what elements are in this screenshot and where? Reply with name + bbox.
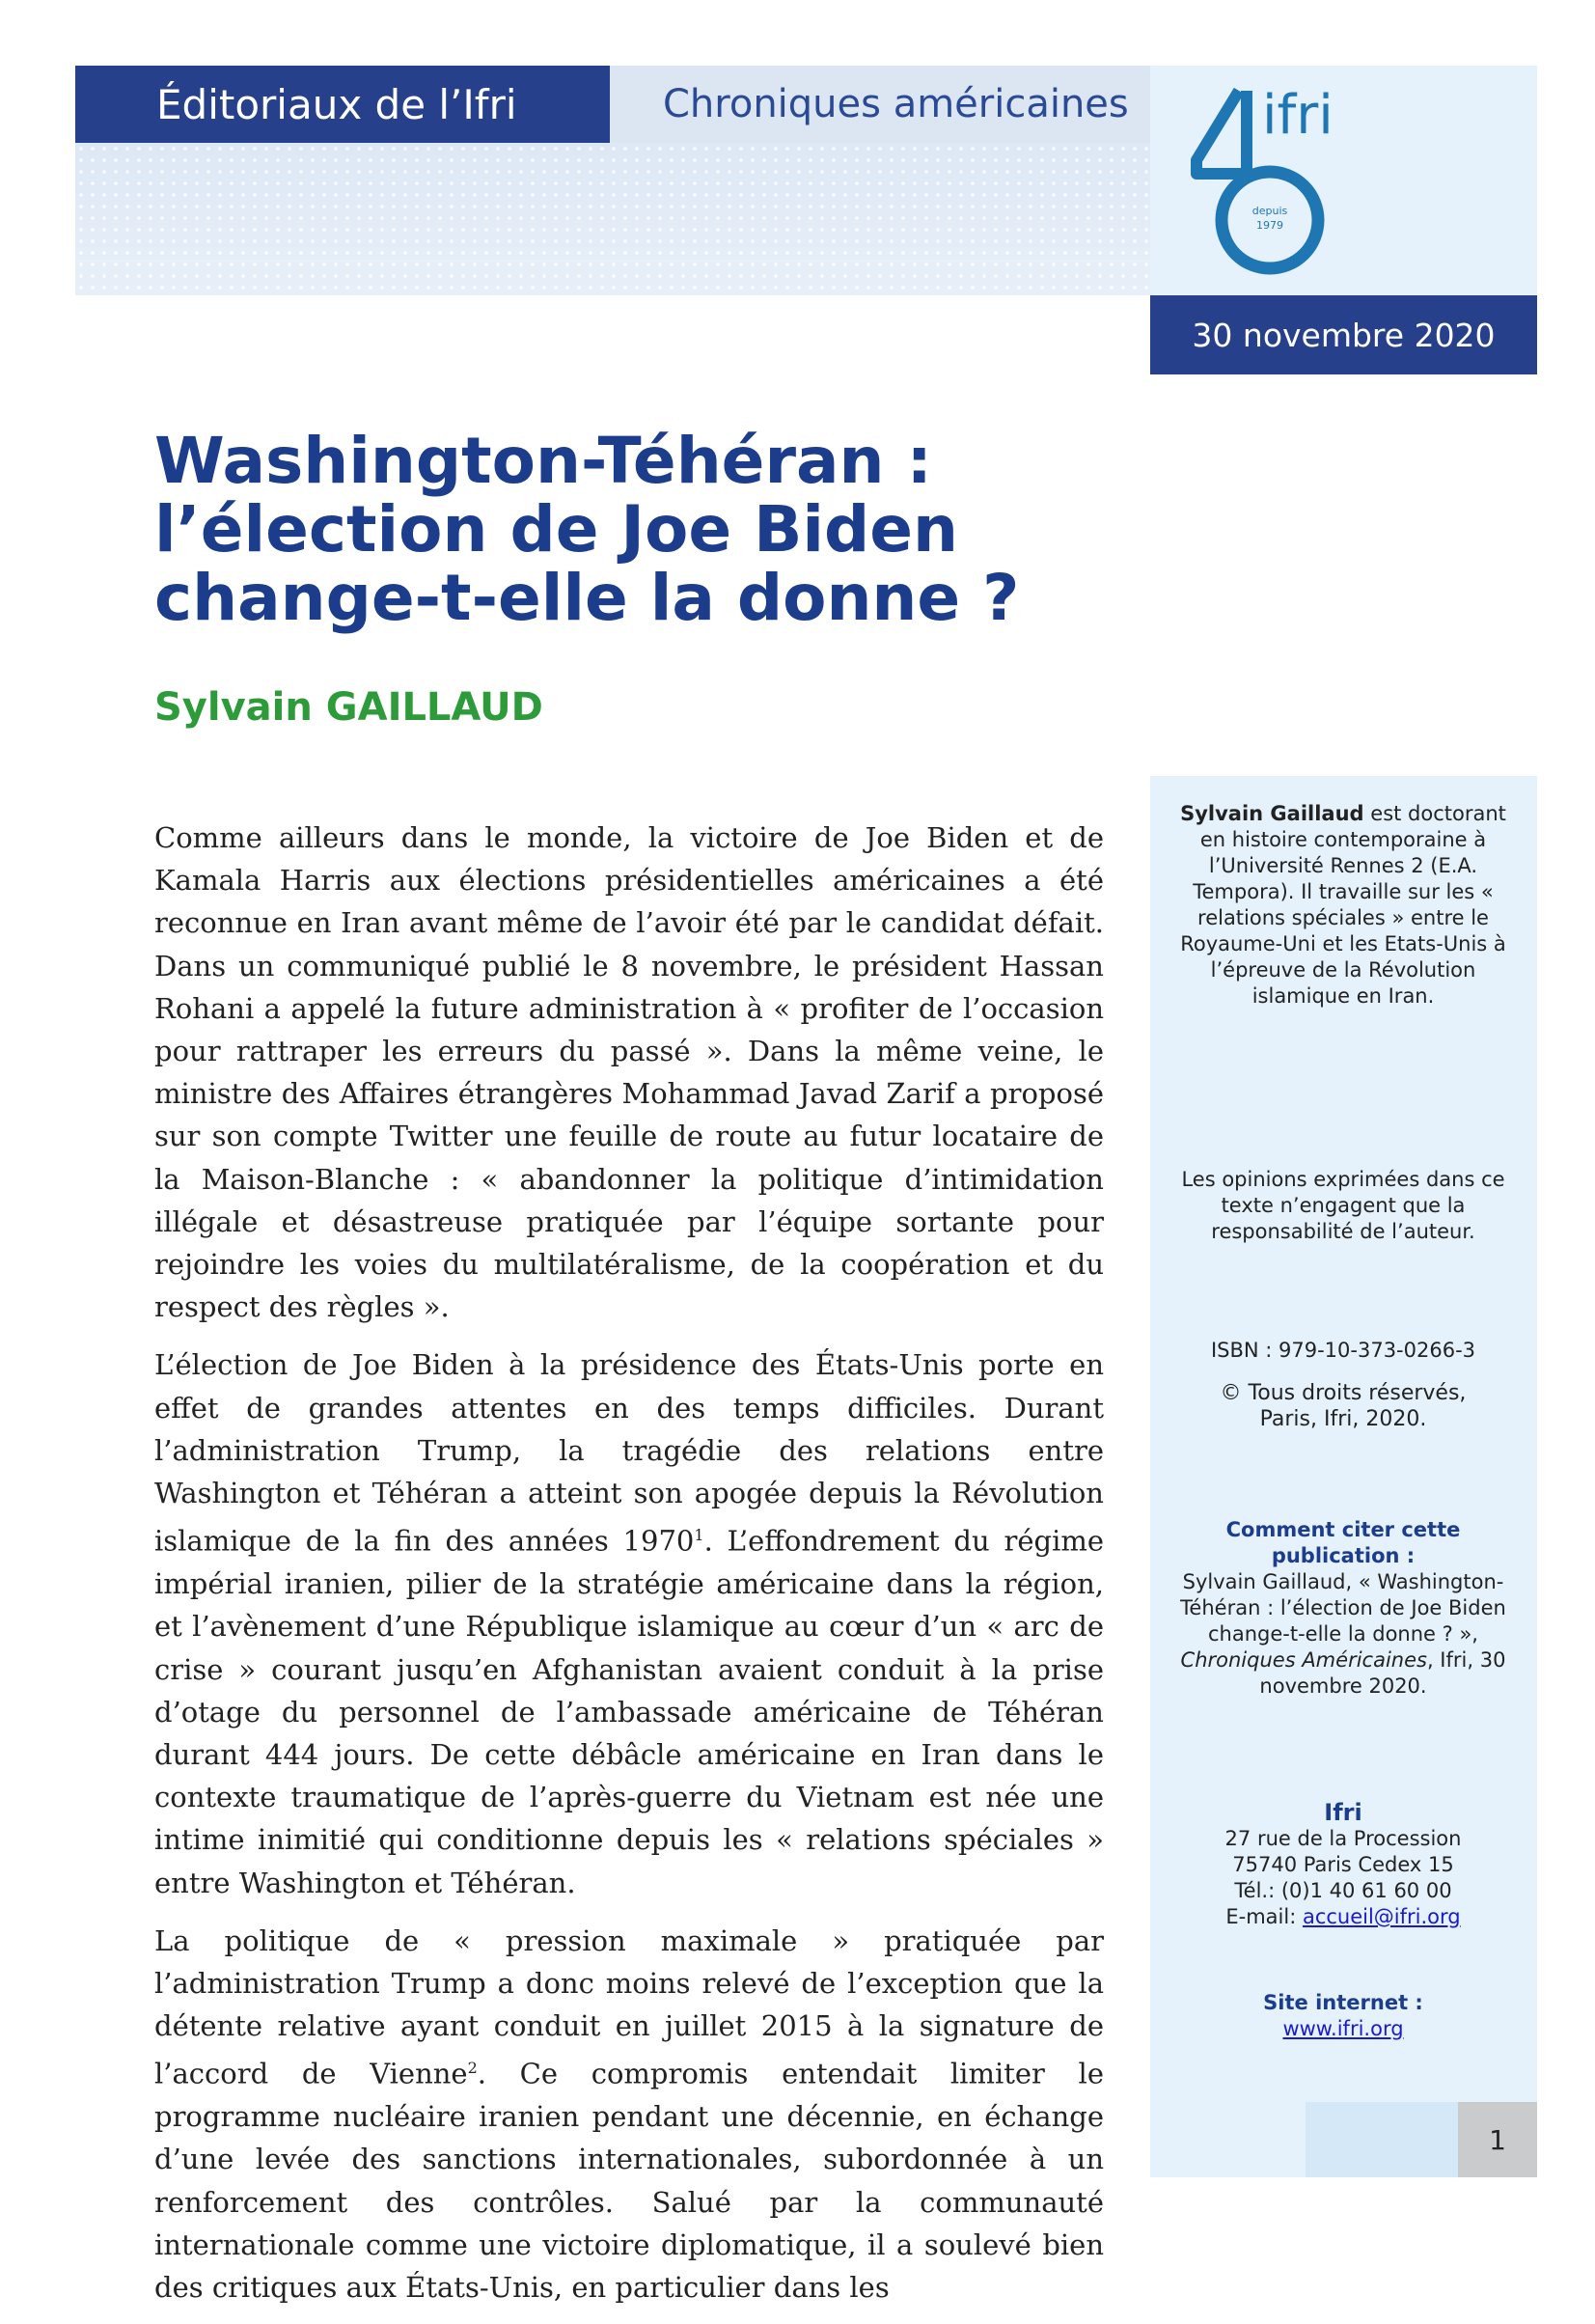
- publication-date: 30 novembre 2020: [1150, 295, 1537, 374]
- citation-heading: Comment citer cette publication :: [1225, 1518, 1461, 1567]
- disclaimer: Les opinions exprimées dans ce texte n’engagent que la responsabilité de l’auteur.: [1181, 1168, 1505, 1243]
- footnote-ref-2[interactable]: 2: [467, 2059, 478, 2078]
- bio-text: est doctorant en histoire contemporaine à l’Université Rennes 2 (E.A. Tempora). Il travaille sur les « relations spéciales » entre le Royaume-Uni et les Etats-Unis à l’épreuve de la Révolution islamique en Iran.: [1180, 802, 1506, 1008]
- author-name: Sylvain GAILLAUD: [154, 685, 543, 730]
- title-line-2: l’élection de Joe Biden: [154, 492, 958, 567]
- svg-text:ifri: ifri: [1262, 84, 1334, 147]
- org-name: Ifri: [1324, 1799, 1362, 1826]
- copyright: © Tous droits réservés, Paris, Ifri, 2020.: [1220, 1381, 1467, 1431]
- author-bio: [1179, 801, 1507, 1010]
- website-link[interactable]: www.ifri.org: [1282, 2017, 1404, 2040]
- citation-text: Sylvain Gaillaud, « Washington-Téhéran : l’élection de Joe Biden change-t-elle la donne ? », Chroniques Américaines, Ifri, 30 novembre 2020.: [1180, 1570, 1506, 1698]
- website-label: Site internet :: [1263, 1991, 1423, 2014]
- title-line-3: change-t-elle la donne ?: [154, 561, 1020, 635]
- article-body: [154, 816, 1104, 2324]
- contact-block: [1179, 1800, 1507, 1930]
- email-link[interactable]: accueil@ifri.org: [1302, 1905, 1461, 1928]
- email-line: E-mail: accueil@ifri.org: [1225, 1905, 1461, 1928]
- world-map-banner: [75, 143, 1150, 295]
- paragraph-1: Comme ailleurs dans le monde, la victoire de Joe Biden et de Kamala Harris aux élections présidentielles américaines a été reconnue en Iran avant même de l’avoir été par le candidat défait. Dans un communiqué publié le 8 novembre, le président Hassan Rohani a appelé la future administration à « profiter de l’occasion pour rattraper les erreurs du passé ». Dans la même veine, le ministre des Affaires étrangères Mohammad Javad Zarif a proposé sur son compte Twitter une feuille de route au futur locataire de la Maison-Blanche : « abandonner la politique d’intimidation illégale et désastreuse pratiquée par l’équipe sortante pour rejoindre les voies du multilatéralisme, de la coopération et du respect des règles ».: [154, 821, 1104, 1324]
- series-title: Éditoriaux de l’Ifri: [75, 66, 610, 143]
- address-line-2: 75740 Paris Cedex 15: [1232, 1853, 1454, 1876]
- ifri-logo: [1150, 66, 1537, 295]
- svg-text:depuis: depuis: [1251, 205, 1288, 217]
- paragraph-2: L’élection de Joe Biden à la présidence des États-Unis porte en effet de grandes attentes en des temps difficiles. Durant l’administration Trump, la tragédie des relations entre Washington et Téhéran a atteint son apogée depuis la Révolution islamique de la fin des années 1970$^1$. L’effondrement du régime impérial iranien, pilier de la stratégie américaine dans la région, et l’avènement d’une République islamique au cœur d’un « arc de crise » courant jusqu’en Afghanistan avaient conduit à la prise d’otage du personnel de l’ambassade américaine de Téhéran durant 444 jours. De cette débâcle américaine en Iran dans le contexte traumatique de l’après-guerre du Vietnam est née une intime inimitié qui conditionne depuis les « relations spéciales » entre Washington et Téhéran.: [154, 1348, 1104, 1899]
- subseries-title: Chroniques américaines: [610, 66, 1150, 143]
- paragraph-3: La politique de « pression maximale » pratiquée par l’administration Trump a donc moins relevé de l’exception que la détente relative ayant conduit en juillet 2015 à la signature de l’accord de Vienne$^2$. Ce compromis entendait limiter le programme nucléaire iranien pendant une décennie, en échange d’une levée des sanctions internationales, subordonnée à un renforcement des contrôles. Salué par la communauté internationale comme une victoire diplomatique, il a soulevé bien des critiques aux États-Unis, en particulier dans les: [154, 1923, 1104, 2305]
- phone: Tél.: (0)1 40 61 60 00: [1234, 1879, 1452, 1902]
- website-block: [1179, 1990, 1507, 2042]
- address-line-1: 27 rue de la Procession: [1224, 1827, 1462, 1850]
- page-number: 1: [1458, 2102, 1537, 2177]
- article-title: [154, 424, 1100, 635]
- svg-text:1979: 1979: [1256, 219, 1283, 232]
- ifri-40-logo-icon: [1150, 66, 1537, 295]
- isbn: ISBN : 979-10-373-0266-3: [1210, 1339, 1476, 1362]
- title-line-1: Washington-Téhéran :: [154, 424, 932, 498]
- citation-block: [1179, 1517, 1507, 1700]
- footnote-ref-1[interactable]: 1: [694, 1526, 704, 1545]
- bio-name: Sylvain Gaillaud: [1180, 802, 1364, 825]
